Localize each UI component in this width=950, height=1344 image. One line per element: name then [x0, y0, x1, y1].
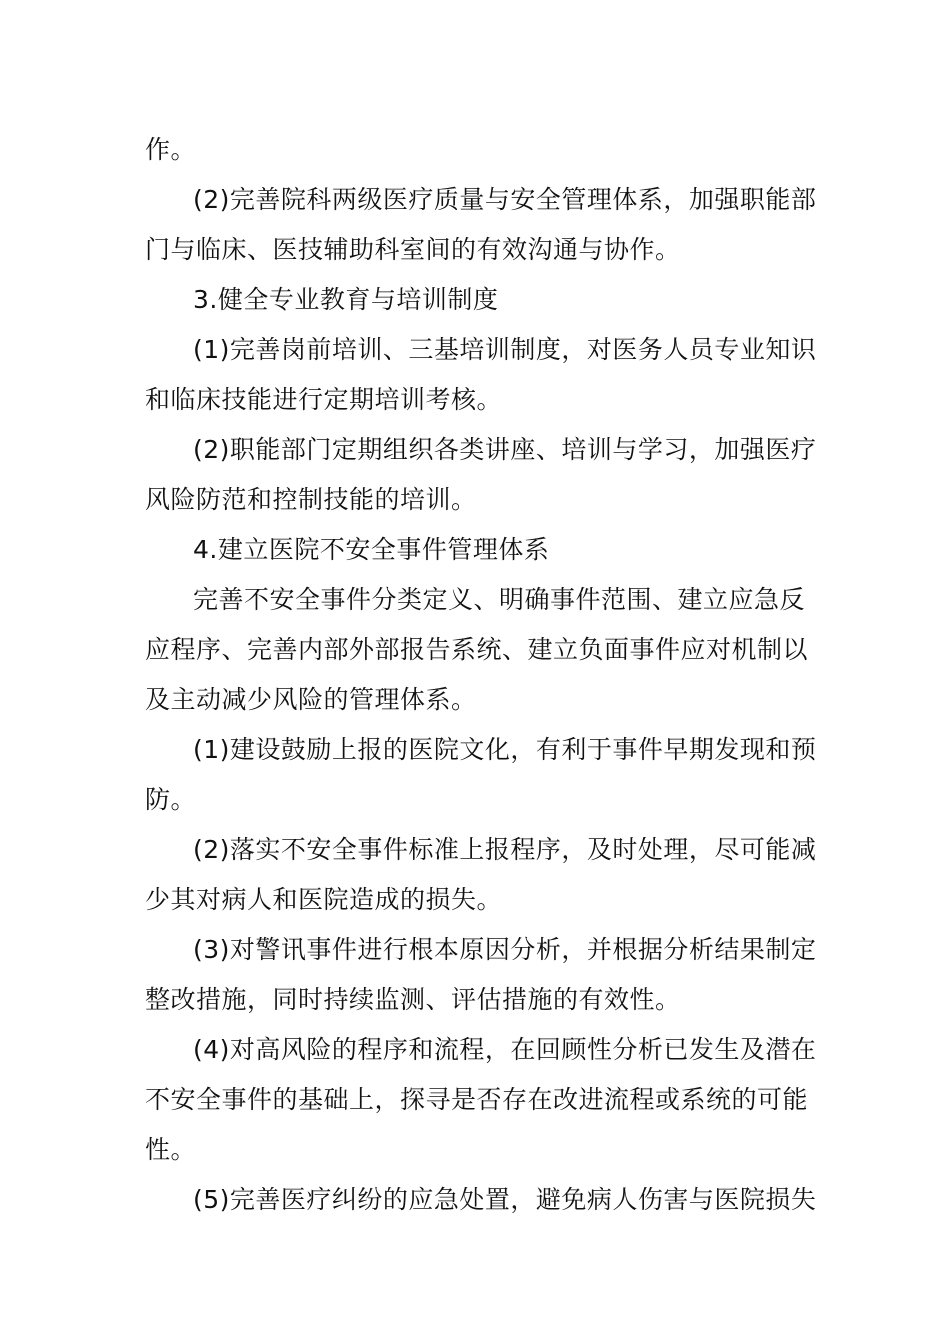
- text-line: 作。: [145, 135, 197, 164]
- text-line: 风险防范和控制技能的培训。: [145, 485, 477, 514]
- text-line: 应程序、完善内部外部报告系统、建立负面事件应对机制以: [145, 635, 809, 664]
- text-line: 完善不安全事件分类定义、明确事件范围、建立应急反: [193, 585, 806, 614]
- text-line: 不安全事件的基础上，探寻是否存在改进流程或系统的可能: [145, 1085, 809, 1114]
- section-heading: 4.建立医院不安全事件管理体系: [193, 535, 550, 564]
- text-line: (1)完善岗前培训、三基培训制度，对医务人员专业知识: [193, 335, 817, 364]
- text-line: 及主动减少风险的管理体系。: [145, 685, 477, 714]
- text-line: (4)对高风险的程序和流程，在回顾性分析已发生及潜在: [193, 1035, 817, 1064]
- text-line: 少其对病人和医院造成的损失。: [145, 885, 503, 914]
- text-line: (2)完善院科两级医疗质量与安全管理体系，加强职能部: [193, 185, 817, 214]
- text-line: 性。: [145, 1135, 197, 1164]
- text-line: (3)对警讯事件进行根本原因分析，并根据分析结果制定: [193, 935, 817, 964]
- text-line: (2)职能部门定期组织各类讲座、培训与学习，加强医疗: [193, 435, 817, 464]
- text-line: (1)建设鼓励上报的医院文化，有利于事件早期发现和预: [193, 735, 817, 764]
- text-line: 门与临床、医技辅助科室间的有效沟通与协作。: [145, 235, 681, 264]
- text-line: (5)完善医疗纠纷的应急处置，避免病人伤害与医院损失: [193, 1185, 817, 1214]
- section-heading: 3.健全专业教育与培训制度: [193, 285, 499, 314]
- text-line: (2)落实不安全事件标准上报程序，及时处理，尽可能减: [193, 835, 817, 864]
- text-line: 防。: [145, 785, 197, 814]
- text-line: 和临床技能进行定期培训考核。: [145, 385, 503, 414]
- text-line: 整改措施，同时持续监测、评估措施的有效性。: [145, 985, 681, 1014]
